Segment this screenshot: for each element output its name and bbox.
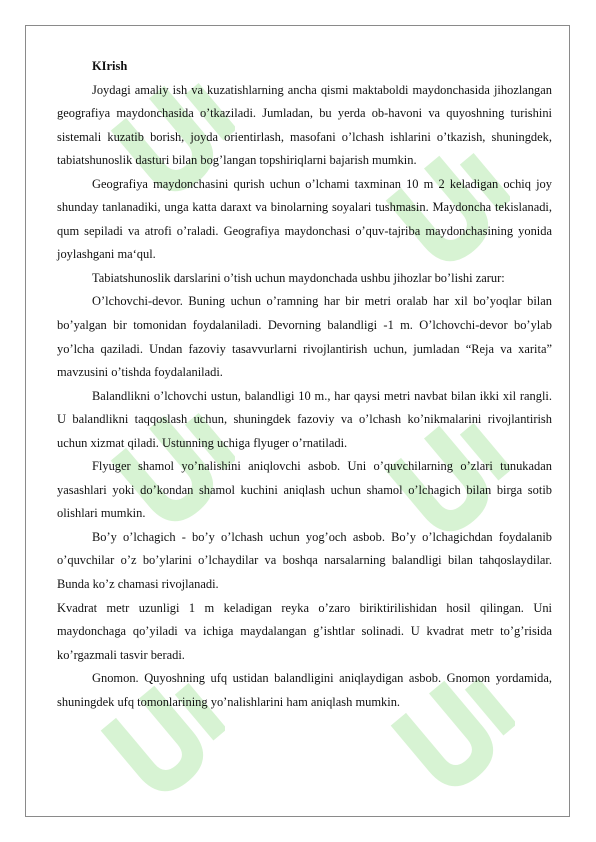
- paragraph-gnomon: Gnomon. Quyoshning ufq ustidan balandligini aniqlaydigan asbob. Gnomon yordamida, shuningdek ufq tomonlarining yo’nalishlarini ham aniqlash mumkin.: [57, 671, 552, 709]
- paragraph-intro: Joydagi amaliy ish va kuzatishlarning ancha qismi maktaboldi maydonchasida jihozlangan geografiya maydonchasida o’tkaziladi. Jumladan, bu yerda ob-havoni va quyoshning turishini sistemali kuzatib borish, joyda orientirlash, masofani o’lchash ishlarini o’tkazish, shuningdek, tabiatshunoslik dasturi bilan bog’langan topshiriqlarni bajarish mumkin.: [57, 82, 552, 168]
- document-body: [57, 55, 552, 714]
- section-heading: KIrish: [92, 59, 128, 73]
- paragraph-square-meter: Kvadrat metr uzunligi 1 m keladigan reyka o’zaro biriktirilishidan hosil qilingan. Uni maydonchaga qo’yiladi va ichiga maydalangan g’ishtlar solinadi. U kvadrat metr to’g’risida ko’rgazmali tasvir beradi.: [57, 600, 552, 662]
- paragraph-site: Geografiya maydonchasini qurish uchun o’lchami taxminan 10 m 2 keladigan ochiq joy shunday tanlanadiki, unga katta daraxt va binolarning soyalari tushmasin. Maydoncha tekislanadi, qum sepiladi va atrofi o’raladi. Geografiya maydonchasi o’quv-tajriba maydonchasining yonida joylashgani ma‘qul.: [57, 176, 552, 262]
- paragraph-height-pole: Balandlikni o’lchovchi ustun, balandligi 10 m., har qaysi metri navbat bilan ikki xil rangli. U balandlikni taqqoslash uchun, shuningdek fazoviy va o’lchash ko’nikmalarini rivojlantirish uchun xizmat qiladi. Ustunning uchiga flyuger o’rnatiladi.: [57, 388, 552, 450]
- paragraph-measuring-wall: O’lchovchi-devor. Buning uchun o’ramning har bir metri oralab har xil bo’yoqlar bilan bo’yalgan bir tomonidan foydalaniladi. Devorning balandligi -1 m. O’lchovchi-devor bo’ylab yo’lcha qaziladi. Undan fazoviy tasavvurlarni rivojlantirish uchun, jumladan “Reja va xarita” mavzusini o’tishda foydalaniladi.: [57, 294, 552, 380]
- paragraph-height-meter: Bo’y o’lchagich - bo’y o’lchash uchun yog’och asbob. Bo’y o’lchagichdan foydalanib o’quvchilar o’z bo’ylarini o’lchaydilar va boshqa narsalarning balandligi bilan tahqoslaydilar. Bunda ko’z chamasi rivojlanadi.: [57, 529, 552, 592]
- paragraph-equipment: Tabiatshunoslik darslarini o’tish uchun maydonchada ushbu jihozlar bo’lishi zarur:: [92, 270, 505, 285]
- paragraph-weather-vane: Flyuger shamol yo’nalishini aniqlovchi asbob. Uni o’quvchilarning o’zlari tunukadan yasashlari yoki do’kondan shamol kuchini aniqlash uchun shamol o’lchagich bilan birga sotib olishlari mumkin.: [57, 459, 552, 521]
